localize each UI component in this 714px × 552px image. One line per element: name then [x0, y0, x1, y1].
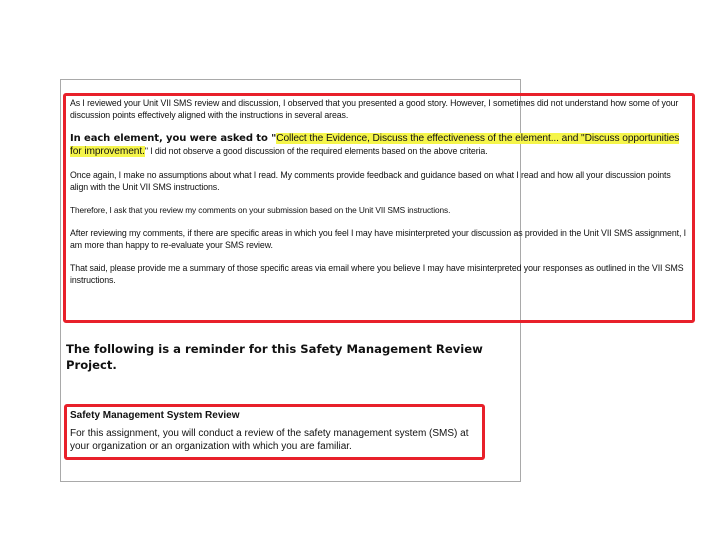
criteria-highlight: Collect the Evidence, Discuss the effectiveness of the element... and "Discuss opportunities for improvement.: [70, 133, 680, 157]
feedback-paragraph-reevaluate: After reviewing my comments, if there are specific areas in which you feel I may have misinterpreted your discussion as provided in the Unit VII SMS assignment, I am more than happy to re-evaluate your SMS review.: [70, 228, 686, 250]
feedback-comment: [70, 97, 688, 297]
reminder-heading: The following is a reminder for this Safety Management Review Project.: [66, 342, 483, 372]
feedback-paragraph-request: Therefore, I ask that you review my comments on your submission based on the Unit VII SMS instructions.: [70, 205, 451, 215]
sms-section-title: Safety Management System Review: [70, 410, 240, 421]
sms-section-description: For this assignment, you will conduct a review of the safety management system (SMS) at your organization or an organization with which you are familiar.: [70, 428, 469, 452]
feedback-paragraph-assumptions: Once again, I make no assumptions about what I read. My comments provide feedback and guidance based on what I read and how all your discussion points align with the Unit VII SMS instructions.: [70, 170, 671, 192]
criteria-tail: " I did not observe a good discussion of the required elements based on the above criteria.: [144, 146, 488, 156]
feedback-paragraph-summary: That said, please provide me a summary of those specific areas via email where you believe I may have misinterpreted your responses as outlined in the VII SMS instructions.: [70, 263, 684, 285]
feedback-paragraph-criteria: [70, 132, 688, 158]
feedback-paragraph-review: As I reviewed your Unit VII SMS review and discussion, I observed that you presented a good story. However, I sometimes did not understand how some of your discussion points effectively aligned with the instructions in several areas.: [70, 98, 679, 120]
criteria-lead: In each element, you were asked to ": [70, 133, 277, 144]
